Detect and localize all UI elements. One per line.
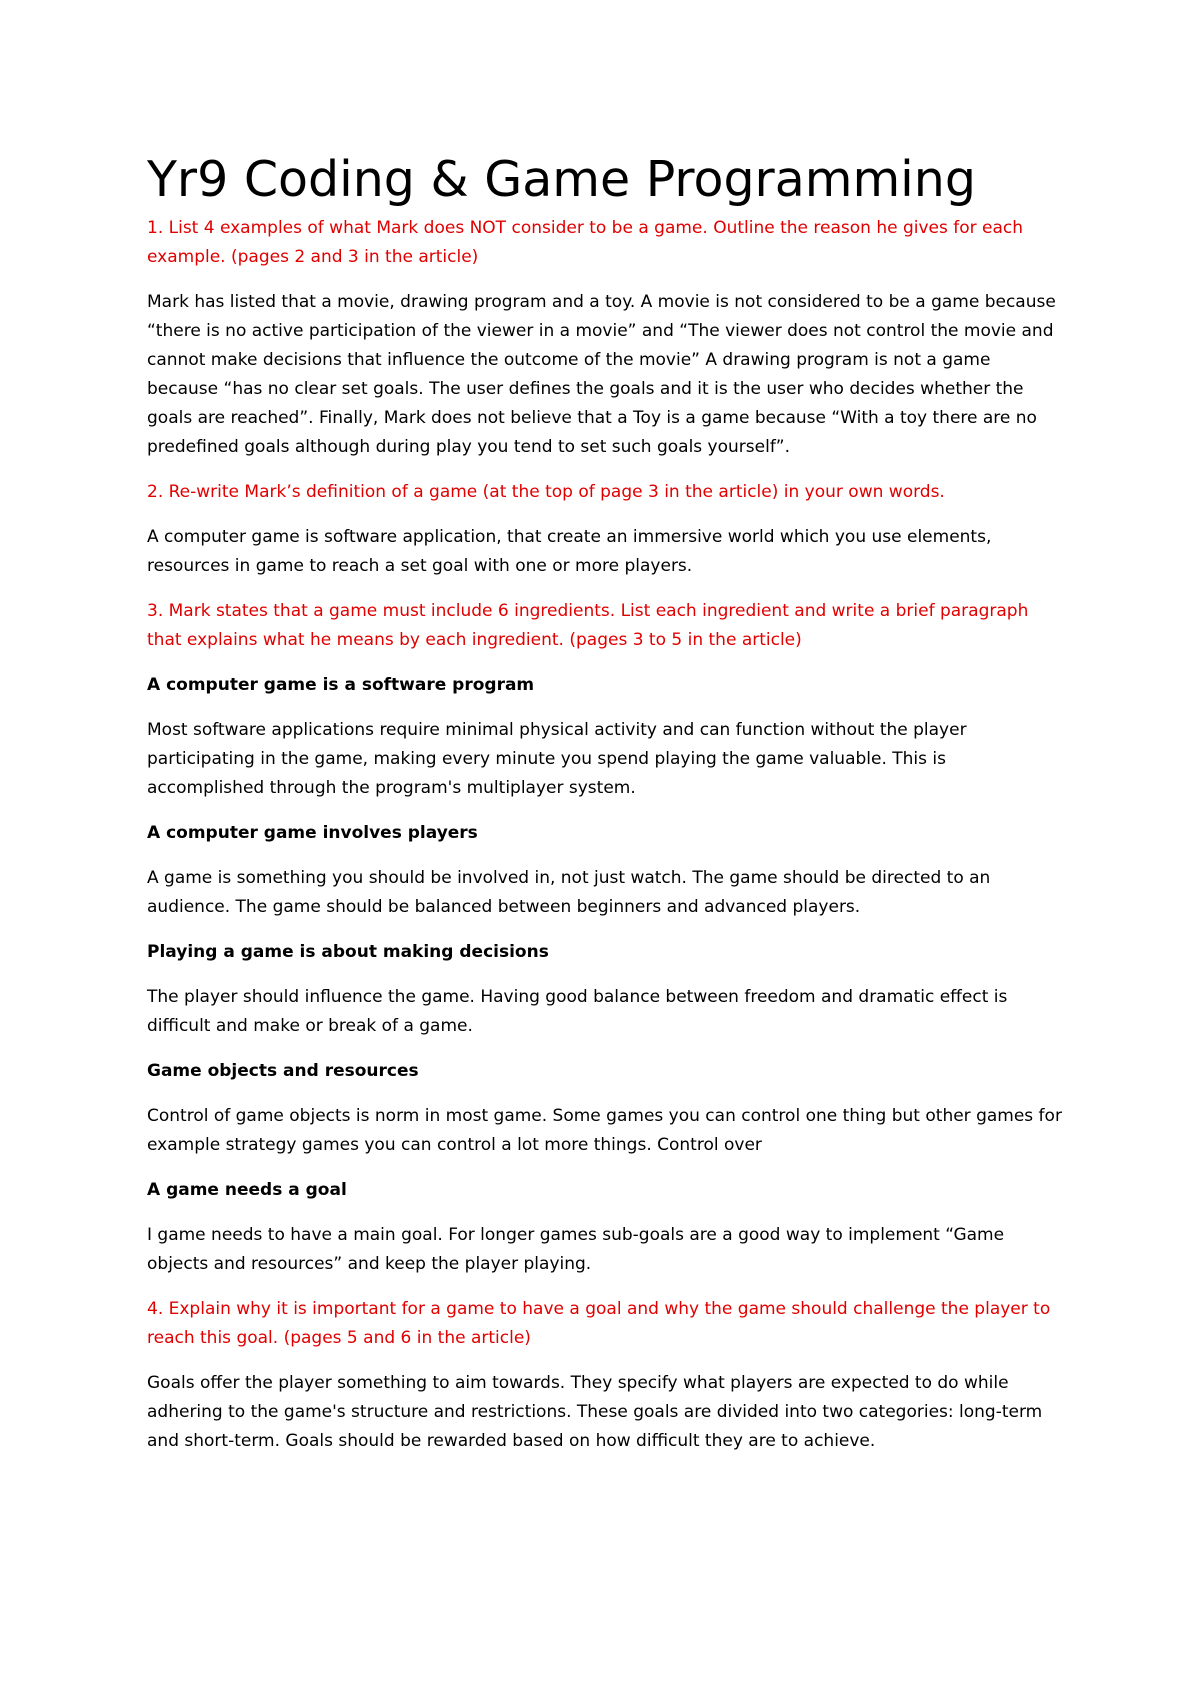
ingredient-text-goal: I game needs to have a main goal. For longer games sub-goals are a good way to implement “Game objects and resources” and keep the player playing. [147,1225,1005,1274]
question-3: 3. Mark states that a game must include 6 ingredients. List each ingredient and write a brief paragraph that explains what he means by each ingredient. (pages 3 to 5 in the article) [147,601,1029,650]
ingredient-text-decisions: The player should influence the game. Having good balance between freedom and dramatic effect is difficult and make or break of a game. [147,987,1008,1036]
ingredient-heading-software-program: A computer game is a software program [147,675,535,695]
ingredient-heading-objects-resources: Game objects and resources [147,1061,419,1081]
ingredient-heading-decisions: Playing a game is about making decisions [147,942,549,962]
document-title: Yr9 Coding & Game Programming [147,151,976,208]
ingredient-text-objects-resources: Control of game objects is norm in most game. Some games you can control one thing but other games for example strategy games you can control a lot more things. Control over [147,1106,1062,1155]
question-1: 1. List 4 examples of what Mark does NOT consider to be a game. Outline the reason he gives for each example. (pages 2 and 3 in the article) [147,218,1024,267]
question-4: 4. Explain why it is important for a game to have a goal and why the game should challenge the player to reach this goal. (pages 5 and 6 in the article) [147,1299,1051,1348]
answer-4: Goals offer the player something to aim towards. They specify what players are expected to do while adhering to the game's structure and restrictions. These goals are divided into two categories: long-term and short-term. Goals should be rewarded based on how difficult they are to achieve. [147,1373,1043,1451]
answer-1: Mark has listed that a movie, drawing program and a toy. A movie is not considered to be a game because “there is no active participation of the viewer in a movie” and “The viewer does not control the movie and cannot make decisions that influence the outcome of the movie” A drawing program is not a game because “has no clear set goals. The user defines the goals and it is the user who decides whether the goals are reached”. Finally, Mark does not believe that a Toy is a game because “With a toy there are no predefined goals although during play you tend to set such goals yourself”. [147,292,1056,457]
ingredient-heading-players: A computer game involves players [147,823,478,843]
answer-2: A computer game is software application, that create an immersive world which you use elements, resources in game to reach a set goal with one or more players. [147,527,992,576]
document-content [147,148,1063,1472]
ingredient-text-software-program: Most software applications require minimal physical activity and can function without the player participating in the game, making every minute you spend playing the game valuable. This is accomplished through the program's multiplayer system. [147,720,967,798]
ingredient-text-players: A game is something you should be involved in, not just watch. The game should be directed to an audience. The game should be balanced between beginners and advanced players. [147,868,991,917]
ingredient-heading-goal: A game needs a goal [147,1180,347,1200]
question-2: 2. Re-write Mark’s definition of a game (at the top of page 3 in the article) in your own words. [147,482,945,502]
